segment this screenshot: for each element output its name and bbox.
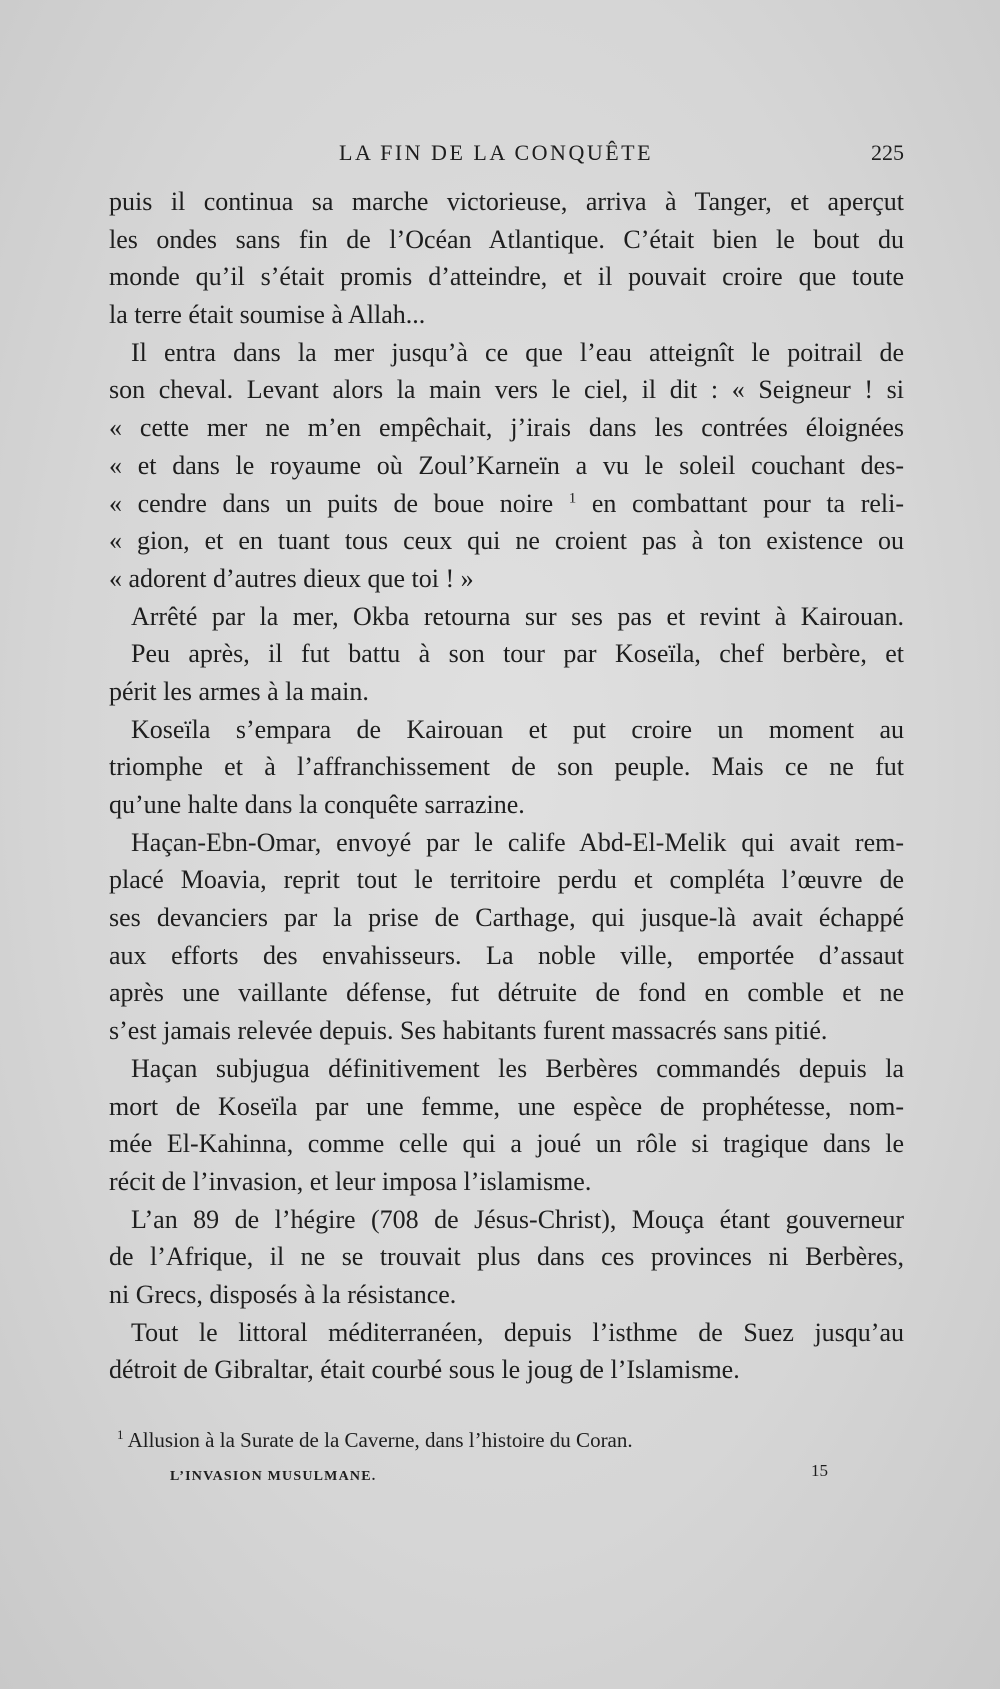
text-line: périt les armes à la main. [109, 676, 369, 706]
footnote-mark: 1 [117, 1427, 124, 1442]
text-line: détroit de Gibraltar, était courbé sous le joug de l’Islamisme. [109, 1355, 740, 1385]
text-line [109, 485, 904, 523]
text-line: Haçan subjugua définitivement les Berbères commandés depuis la [131, 1053, 904, 1083]
text-line: ses devanciers par la prise de Carthage, qui jusque-là avait échappé [109, 903, 904, 933]
text-line: Tout le littoral méditerranéen, depuis l’isthme de Suez jusqu’au [131, 1317, 904, 1347]
text-line: s’est jamais relevée depuis. Ses habitants furent massacrés sans pitié. [109, 1016, 828, 1046]
text-line: récit de l’invasion, et leur imposa l’islamisme. [109, 1166, 592, 1196]
text-line: ni Grecs, disposés à la résistance. [109, 1279, 457, 1309]
text-line: aux efforts des envahisseurs. La noble ville, emportée d’assaut [109, 940, 904, 970]
text-line: « et dans le royaume où Zoul’Karneïn a vu le soleil couchant des- [109, 450, 904, 480]
text-segment: en combattant pour ta reli- [591, 488, 904, 518]
text-line: « adorent d’autres dieux que toi ! » [109, 563, 474, 593]
page-number: 225 [871, 140, 904, 165]
text-line: son cheval. Levant alors la main vers le ciel, il dit : « Seigneur ! si [109, 375, 904, 405]
footnote-text: Allusion à la Surate de la Caverne, dans l’histoire du Coran. [127, 1428, 633, 1452]
text-line: après une vaillante défense, fut détruite de fond en comble et ne [109, 978, 904, 1008]
text-line: placé Moavia, reprit tout le territoire perdu et compléta l’œuvre de [109, 865, 904, 895]
footnote [117, 1428, 904, 1453]
signature-mark: L’INVASION MUSULMANE. [170, 1469, 377, 1484]
text-line: la terre était soumise à Allah... [109, 300, 426, 330]
body-text [109, 183, 904, 1389]
text-line: monde qu’il s’était promis d’atteindre, et il pouvait croire que toute [109, 262, 904, 292]
text-line: Koseïla s’empara de Kairouan et put croire un moment au [131, 714, 904, 744]
text-segment: « cendre dans un puits de boue noire [109, 488, 554, 518]
text-line: de l’Afrique, il ne se trouvait plus dans ces provinces ni Berbères, [109, 1242, 904, 1272]
text-line: qu’une halte dans la conquête sarrazine. [109, 790, 525, 819]
footnote-reference: 1 [568, 489, 577, 506]
text-line: Il entra dans la mer jusqu’à ce que l’eau atteignît le poitrail de [131, 337, 904, 367]
text-line: Haçan-Ebn-Omar, envoyé par le calife Abd-El-Melik qui avait rem- [131, 827, 904, 857]
text-line: Peu après, il fut battu à son tour par Koseïla, chef berbère, et [131, 639, 904, 669]
text-line: puis il continua sa marche victorieuse, arriva à Tanger, et aperçut [109, 187, 904, 216]
text-line: les ondes sans fin de l’Océan Atlantique. C’était bien le bout du [109, 224, 904, 254]
sheet-number: 15 [811, 1461, 828, 1480]
text-line: L’an 89 de l’hégire (708 de Jésus-Christ), Mouça étant gouverneur [131, 1204, 904, 1234]
text-line: triomphe et à l’affranchissement de son peuple. Mais ce ne fut [109, 752, 904, 782]
text-line: mort de Koseïla par une femme, une espèce de prophétesse, nom- [109, 1091, 904, 1121]
text-line: mée El-Kahinna, comme celle qui a joué un rôle si tragique dans le [109, 1129, 904, 1159]
running-title: LA FIN DE LA CONQUÊTE [339, 140, 654, 165]
text-line: Arrêté par la mer, Okba retourna sur ses pas et revint à Kairouan. [131, 601, 904, 631]
text-line: « gion, et en tuant tous ceux qui ne croient pas à ton existence ou [109, 526, 904, 556]
page-header [109, 140, 904, 174]
text-line: « cette mer ne m’en empêchait, j’irais dans les contrées éloignées [109, 413, 904, 443]
